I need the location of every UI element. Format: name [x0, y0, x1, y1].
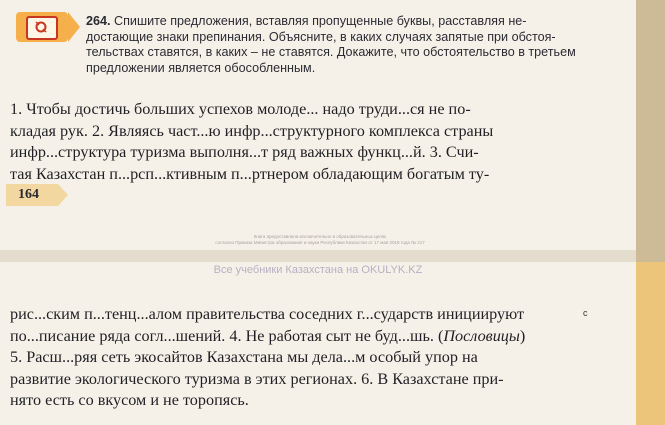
proverbs-label: Пословицы	[443, 326, 520, 345]
text-line-with-italic	[10, 326, 610, 348]
text-line: инфр...структура туризма выполня...т ряд важных функц...й. 3. Счи-	[10, 143, 479, 161]
copyright-note-line: согласно Приказа Министра образования и науки Республики Казахстан от 17 мая 2019 года № 217	[215, 240, 425, 245]
exercise-line-3: тельствах ставятся, в каких – не ставятся. Докажите, что обстоятельство в третьем	[86, 45, 576, 59]
right-margin-strip-bottom	[636, 262, 665, 425]
copyright-note	[130, 234, 510, 246]
page-gap	[0, 250, 636, 262]
text-line: кладая рук. 2. Являясь част...ю инфр...структурного комплекса страны	[10, 121, 494, 140]
exercise-instructions	[86, 14, 616, 76]
exercise-number: 264.	[86, 14, 111, 28]
exercise-line-4: предложении является обособленным.	[86, 60, 316, 75]
text-segment: по...писание ряда согл...шений. 4. Не работая сыт не буд...шь. (	[10, 326, 444, 345]
exercise-line-2: достающие знаки препинания. Объясните, в каких случаях запятые при обстоя-	[86, 29, 556, 44]
watermark: Все учебники Казахстана на OKULYK.KZ	[213, 264, 423, 276]
notebook-icon	[26, 16, 58, 40]
exercise-line-1: 264. Спишите предложения, вставляя пропущенные буквы, расставляя не-	[86, 14, 527, 28]
superscript-mark: с	[583, 308, 588, 318]
text-line: развитие экологического туризма в этих регионах. 6. В Казахстане при-	[10, 369, 504, 388]
page-number: 164	[6, 184, 58, 206]
copyright-note-line: Книга предоставлена исключительно в образовательных целях	[253, 234, 387, 239]
exercise-text-bottom	[10, 304, 610, 412]
text-line: нято есть со вкусом и не торопясь.	[10, 391, 249, 409]
exercise-text-top	[10, 99, 610, 185]
text-line: 5. Расш...ряя сеть экосайтов Казахстана мы дела...м особый упор на	[10, 348, 478, 366]
text-line: рис...ским п...тенц...алом правительства соседних г...сударств инициируют	[10, 305, 525, 323]
text-line: 1. Чтобы достичь больших успехов молоде... надо труди...ся не по-	[10, 100, 471, 118]
text-line: тая Казахстан п...рсп...ктивным п...ртнером обладающим богатым ту-	[10, 164, 490, 183]
exercise-copy-icon	[16, 12, 68, 42]
text-segment: )	[519, 326, 526, 345]
